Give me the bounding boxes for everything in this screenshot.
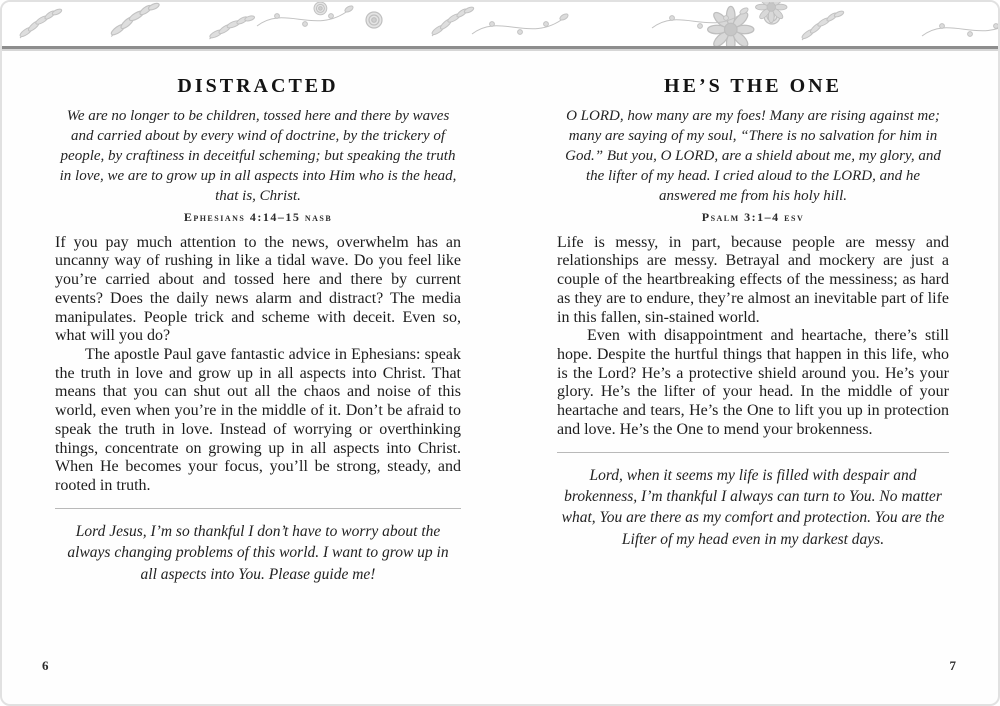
left-prayer: Lord Jesus, I’m so thankful I don’t have to worry about the always changing problems of this world. I want to grow up in all aspects into You. Please guide me! — [67, 522, 449, 583]
left-prayer-divider — [55, 508, 461, 509]
left-page-number: 6 — [42, 658, 49, 673]
left-page — [55, 51, 461, 585]
left-scripture-epigraph: We are no longer to be children, tossed here and there by waves and carried about by every wind of doctrine, by the trickery of people, by craftiness in deceitful scheming; but speaking the truth in love, we are to grow up in all aspects into Him who is the head, that is, Christ. — [59, 108, 457, 204]
right-body-paragraph-1: Life is messy, in part, because people are messy and relationships are messy. Betrayal and mockery are just a couple of the heartbreaking effects of the messiness; as hard as they are to endure, they’re almost an inevitable part of life in this fallen, sin-stained world. — [557, 233, 949, 326]
right-body-paragraph-2: Even with disappointment and heartache, there’s still hope. Despite the hurtful things that happen in this life, who is the Lord? He’s a protective shield around you. He’s your glory. He’s the lifter of your head. In the middle of your heartache and tears, He’s the One to lift you up in protection and love. He’s the One to mend your brokenness. — [557, 327, 949, 438]
left-body-paragraph-1: If you pay much attention to the news, overwhelm has an uncanny way of rushing in like a tidal wave. Do you feel like you’re carried about and tossed here and there by current events? Does the daily news alarm and distract? The media manipulates. People trick and scheme with deceit. Even so, what will you do? — [55, 233, 461, 345]
two-page-spread — [2, 51, 998, 585]
floral-ornament-band — [2, 2, 998, 46]
right-prayer: Lord, when it seems my life is filled with despair and brokenness, I’m thankful I always can turn to You. No matter what, You are there as my comfort and protection. You are the Lifter of my head even in my darkest days. — [561, 466, 945, 548]
right-scripture-reference: Psalm 3:1–4 esv — [701, 209, 805, 224]
floral-ornament-icon — [2, 2, 998, 46]
right-scripture-epigraph: O LORD, how many are my foes! Many are rising against me; many are saying of my soul, “There is no salvation for him in God.” But you, O LORD, are a shield about me, my glory, and the lifter of my head. I cried aloud to the LORD, and he answered me from his holy hill. — [565, 108, 941, 204]
left-page-title: DISTRACTED — [177, 75, 339, 97]
right-page-title: HE’S THE ONE — [664, 75, 842, 97]
left-body-paragraph-2: The apostle Paul gave fantastic advice in Ephesians: speak the truth in love and grow up in all aspects into Christ. That means that you can shut out all the chaos and noise of this world, even when you’re in the middle of it. Don’t be afraid to speak the truth in love. Instead of worrying or overthinking things, concentrate on growing up in all aspects into Christ. When He becomes your focus, you’ll be strong, steady, and rooted in truth. — [55, 346, 461, 495]
right-page — [557, 51, 949, 550]
left-scripture-reference: Ephesians 4:14–15 nasb — [183, 209, 333, 224]
right-page-number: 7 — [949, 658, 956, 673]
right-prayer-divider — [557, 452, 949, 453]
